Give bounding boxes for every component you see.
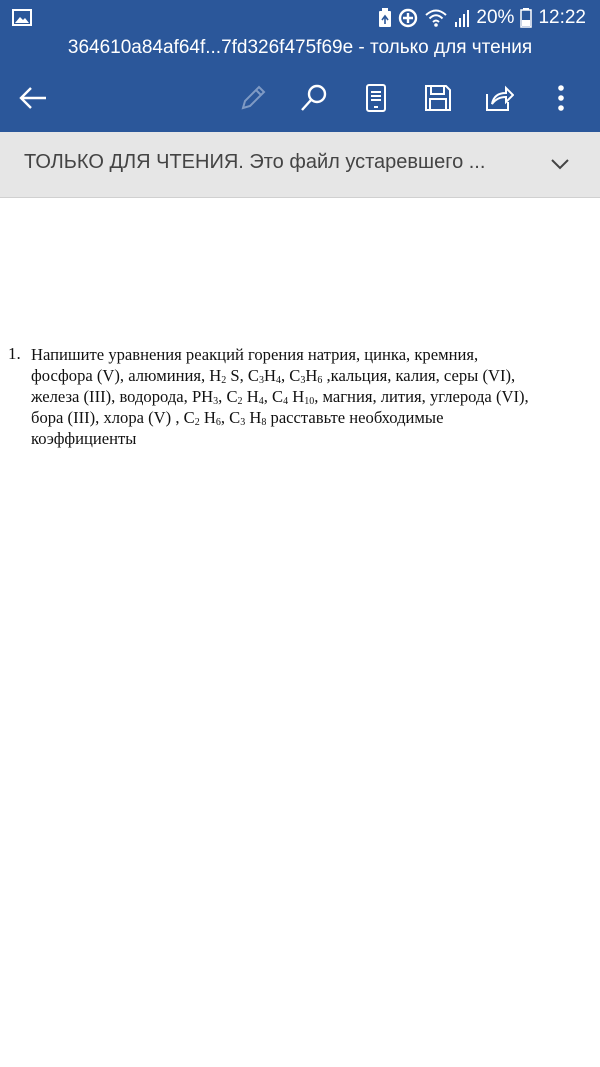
paragraph-line-2: фосфора (V), алюминия, $H_2$ S, $C_3H_4$, $C_3H_6$ ,кальция, калия, серы (VI),: [31, 366, 516, 386]
search-button[interactable]: [292, 76, 336, 120]
status-bar: [0, 0, 600, 36]
share-button[interactable]: [477, 76, 521, 120]
document-title: 364610a84af64f...7fd326f475f69e - только для чтения: [67, 37, 533, 58]
reading-view-icon: [365, 83, 387, 113]
infobar-message: ТОЛЬКО ДЛЯ ЧТЕНИЯ. Это файл устаревшего ...: [24, 151, 486, 173]
toolbar: [0, 70, 600, 126]
paragraph-line-1: Напишите уравнения реакций горения натрия, цинка, кремния,: [31, 345, 479, 364]
data-saver-icon: [398, 8, 418, 28]
search-icon: [299, 83, 329, 113]
more-button[interactable]: [539, 76, 583, 120]
read-only-infobar[interactable]: [0, 132, 600, 198]
status-icons: [378, 0, 586, 36]
share-icon: [484, 84, 514, 112]
back-button[interactable]: [11, 76, 55, 120]
battery-saver-icon: [378, 8, 392, 28]
battery-icon: [520, 8, 532, 28]
document-page[interactable]: [0, 198, 600, 1067]
paragraph-line-4: бора (III), хлора (V) , $C_2$ $H_6$, $C_3$ $H_8$ расставьте необходимые: [31, 408, 444, 428]
task-paragraph: [31, 344, 596, 449]
battery-percent: 20%: [476, 7, 515, 28]
paragraph-line-3: железа (III), водорода, $PH_3$, $C_2$ $H_4$, $C_4$ $H_{10}$, магния, лития, углерода (VI),: [31, 387, 529, 407]
save-button[interactable]: [416, 76, 460, 120]
list-number: 1.: [8, 344, 21, 363]
paragraph-line-5: коэффициенты: [31, 429, 137, 448]
more-icon: [556, 84, 566, 112]
chevron-down-icon[interactable]: [548, 152, 572, 176]
wifi-icon: [424, 8, 448, 28]
gallery-icon: [12, 9, 32, 26]
edit-pencil-icon: [239, 84, 267, 112]
app-header: [0, 0, 600, 132]
edit-button[interactable]: [231, 76, 275, 120]
reading-view-button[interactable]: [354, 76, 398, 120]
back-arrow-icon: [18, 86, 48, 110]
clock: 12:22: [538, 7, 586, 28]
save-icon: [424, 84, 452, 112]
signal-icon: [454, 8, 470, 28]
